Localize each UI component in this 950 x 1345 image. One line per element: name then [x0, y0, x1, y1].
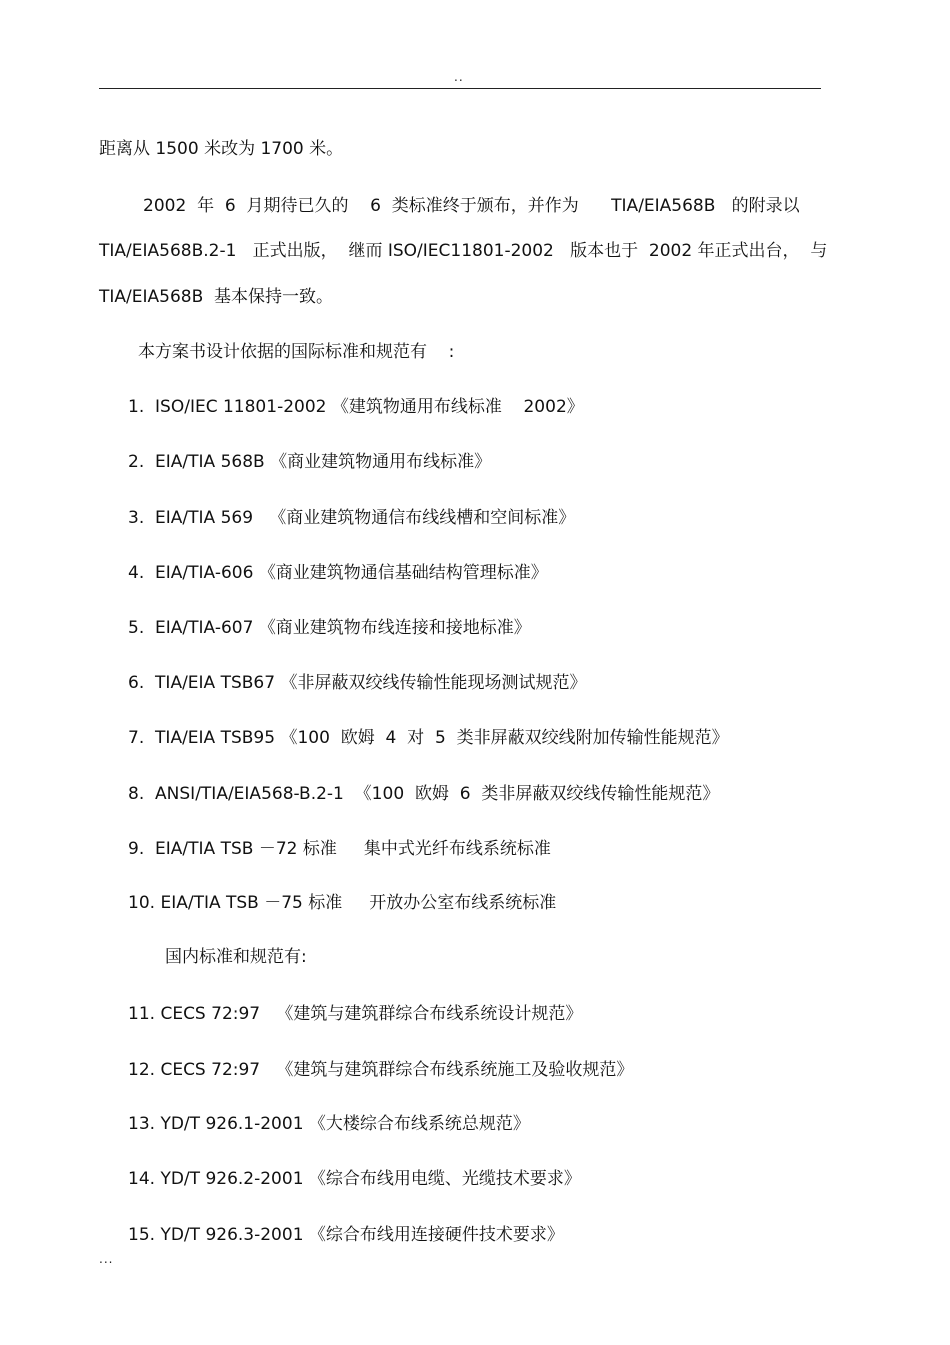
item-code: EIA/TIA TSB －75 [160, 893, 303, 913]
list-item [128, 507, 575, 529]
list-item [128, 396, 584, 418]
item-title: 《大楼综合布线系统总规范》 [308, 1114, 530, 1134]
item-code: EIA/TIA-606 [155, 563, 254, 583]
item-code: ISO/IEC 11801-2002 [155, 397, 327, 417]
item-code: TIA/EIA TSB67 [155, 673, 276, 693]
item-code: EIA/TIA 569 [155, 508, 254, 528]
intro-text: 距离从 1500 米改为 1700 米。 [99, 139, 344, 159]
item-number: 10. [128, 893, 156, 913]
item-number: 5. [128, 618, 145, 638]
list-item [128, 1059, 633, 1081]
list-item [128, 1224, 564, 1246]
item-number: 1. [128, 397, 145, 417]
item-code: TIA/EIA TSB95 [155, 728, 276, 748]
item-code: CECS 72:97 [160, 1004, 261, 1024]
item-title: 《综合布线用连接硬件技术要求》 [308, 1225, 564, 1245]
list-item [128, 1168, 581, 1190]
international-section-heading: 本方案书设计依据的国际标准和规范有 : [138, 342, 455, 362]
list-item [128, 562, 548, 584]
item-number: 15. [128, 1225, 156, 1245]
item-code: CECS 72:97 [160, 1060, 261, 1080]
item-title: 《商业建筑物通用布线标准》 [270, 452, 492, 472]
item-number: 11. [128, 1004, 156, 1024]
list-item [128, 617, 531, 639]
list-item [128, 838, 551, 860]
item-number: 14. [128, 1169, 156, 1189]
item-number: 7. [128, 728, 145, 748]
item-code: EIA/TIA TSB －72 [155, 839, 298, 859]
paragraph-line-3: TIA/EIA568B 基本保持一致。 [99, 287, 334, 307]
list-item [128, 783, 719, 805]
item-title: 《建筑物通用布线标准 2002》 [331, 397, 584, 417]
item-number: 3. [128, 508, 145, 528]
item-title: 《100 欧姆 4 对 5 类非屏蔽双绞线附加传输性能规范》 [280, 728, 729, 748]
item-title: 《商业建筑物布线连接和接地标准》 [258, 618, 531, 638]
item-code: YD/T 926.3-2001 [160, 1225, 304, 1245]
paragraph-line-2: TIA/EIA568B.2-1 正式出版， 继而 ISO/IEC11801-2002 版本也于 2002 年正式出台， 与 [99, 241, 828, 261]
item-title: 《商业建筑物通信基础结构管理标准》 [258, 563, 548, 583]
list-item [128, 727, 729, 749]
item-code: YD/T 926.1-2001 [160, 1114, 304, 1134]
item-title: 标准 集中式光纤布线系统标准 [302, 839, 551, 859]
paragraph-line-1: 2002 年 6 月期待已久的 6 类标准终于颁布，并作为 TIA/EIA568B 的附录以 [143, 196, 800, 216]
list-item [128, 451, 491, 473]
item-title: 《商业建筑物通信布线线槽和空间标准》 [258, 508, 576, 528]
item-number: 13. [128, 1114, 156, 1134]
item-title: 标准 开放办公室布线系统标准 [308, 893, 557, 913]
item-title: 《非屏蔽双绞线传输性能现场测试规范》 [280, 673, 587, 693]
item-title: 《建筑与建筑群综合布线系统施工及验收规范》 [265, 1060, 634, 1080]
item-code: EIA/TIA 568B [155, 452, 265, 472]
item-code: ANSI/TIA/EIA568-B.2-1 [155, 784, 344, 804]
item-number: 6. [128, 673, 145, 693]
item-number: 9. [128, 839, 145, 859]
item-number: 4. [128, 563, 145, 583]
item-code: YD/T 926.2-2001 [160, 1169, 304, 1189]
item-code: EIA/TIA-607 [155, 618, 254, 638]
list-item [128, 672, 586, 694]
footer-dots: ... [99, 1252, 114, 1266]
item-number: 2. [128, 452, 145, 472]
header-dots: .. [454, 70, 464, 84]
list-item [128, 1113, 530, 1135]
item-title: 《建筑与建筑群综合布线系统设计规范》 [265, 1004, 583, 1024]
item-title: 《综合布线用电缆、光缆技术要求》 [308, 1169, 581, 1189]
item-number: 8. [128, 784, 145, 804]
list-item [128, 892, 556, 914]
header-rule [99, 88, 821, 89]
list-item [128, 1003, 582, 1025]
item-number: 12. [128, 1060, 156, 1080]
domestic-section-heading: 国内标准和规范有: [165, 947, 307, 967]
item-title: 《100 欧姆 6 类非屏蔽双绞线传输性能规范》 [349, 784, 720, 804]
